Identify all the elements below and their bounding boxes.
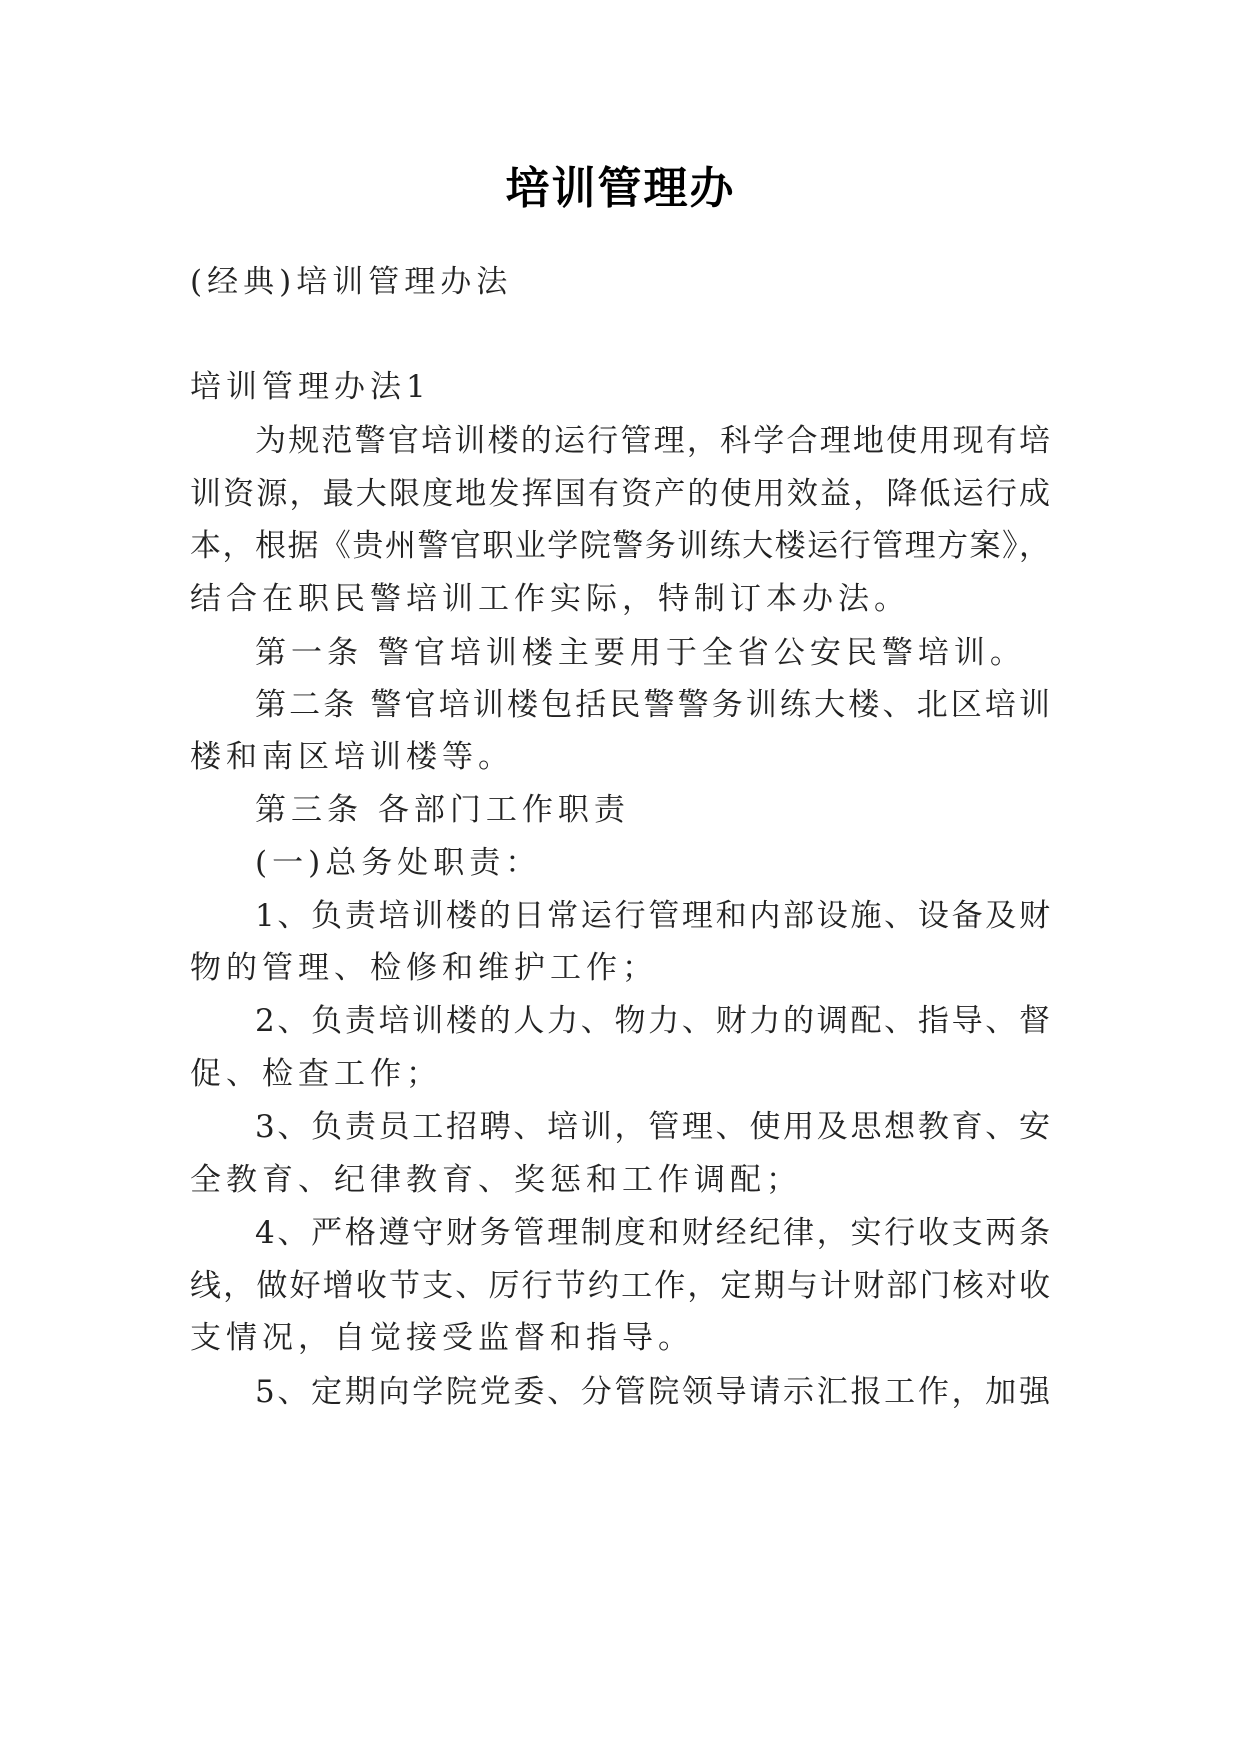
paragraph-line-text: 为规范警官培训楼的运行管理，科学合理地使用现有培 (255, 423, 1050, 459)
paragraph-line (255, 896, 1050, 936)
paragraph-line (255, 1213, 1050, 1253)
paragraph-line: 全教育、纪律教育、奖惩和工作调配； (190, 1162, 802, 1198)
article-1: 第一条 警官培训楼主要用于全省公安民警培训。 (255, 635, 1026, 671)
paragraph-line (190, 1266, 1050, 1306)
paragraph-line-text: 本，根据《贵州警官职业学院警务训练大楼运行管理方案》， (190, 528, 1050, 564)
paragraph-line-text: 4、严格遵守财务管理制度和财经纪律，实行收支两条 (255, 1215, 1050, 1251)
paragraph-line (255, 421, 1050, 461)
paragraph-line (255, 685, 1050, 725)
document-subtitle: (经典)培训管理办法 (190, 264, 513, 300)
paragraph-line-text: 线，做好增收节支、厉行节约工作，定期与计财部门核对收 (190, 1268, 1050, 1304)
paragraph-line (255, 1001, 1050, 1041)
paragraph-line (255, 1107, 1050, 1147)
document-title: 培训管理办 (505, 163, 736, 214)
paragraph-line: 楼和南区培训楼等。 (190, 739, 514, 775)
paragraph-line: 促、检查工作； (190, 1056, 442, 1092)
paragraph-line (255, 1372, 1050, 1412)
article-3: 第三条 各部门工作职责 (255, 792, 630, 828)
paragraph-line-text: 3、负责员工招聘、培训，管理、使用及思想教育、安 (255, 1109, 1050, 1145)
paragraph-line: 支情况，自觉接受监督和指导。 (190, 1320, 694, 1356)
subsection-heading: (一)总务处职责： (255, 845, 542, 881)
paragraph-line (190, 526, 1050, 566)
paragraph-line-text: 训资源，最大限度地发挥国有资产的使用效益，降低运行成 (190, 476, 1050, 512)
section-heading: 培训管理办法1 (190, 369, 431, 405)
paragraph-line-text: 第二条 警官培训楼包括民警警务训练大楼、北区培训 (255, 687, 1050, 723)
paragraph-line: 结合在职民警培训工作实际，特制订本办法。 (190, 581, 910, 617)
paragraph-line-text: 2、负责培训楼的人力、物力、财力的调配、指导、督 (255, 1003, 1050, 1039)
paragraph-line: 物的管理、检修和维护工作； (190, 950, 658, 986)
paragraph-line-text: 1、负责培训楼的日常运行管理和内部设施、设备及财 (255, 898, 1050, 934)
paragraph-line (190, 474, 1050, 514)
paragraph-line-text: 5、定期向学院党委、分管院领导请示汇报工作，加强 (255, 1374, 1050, 1410)
